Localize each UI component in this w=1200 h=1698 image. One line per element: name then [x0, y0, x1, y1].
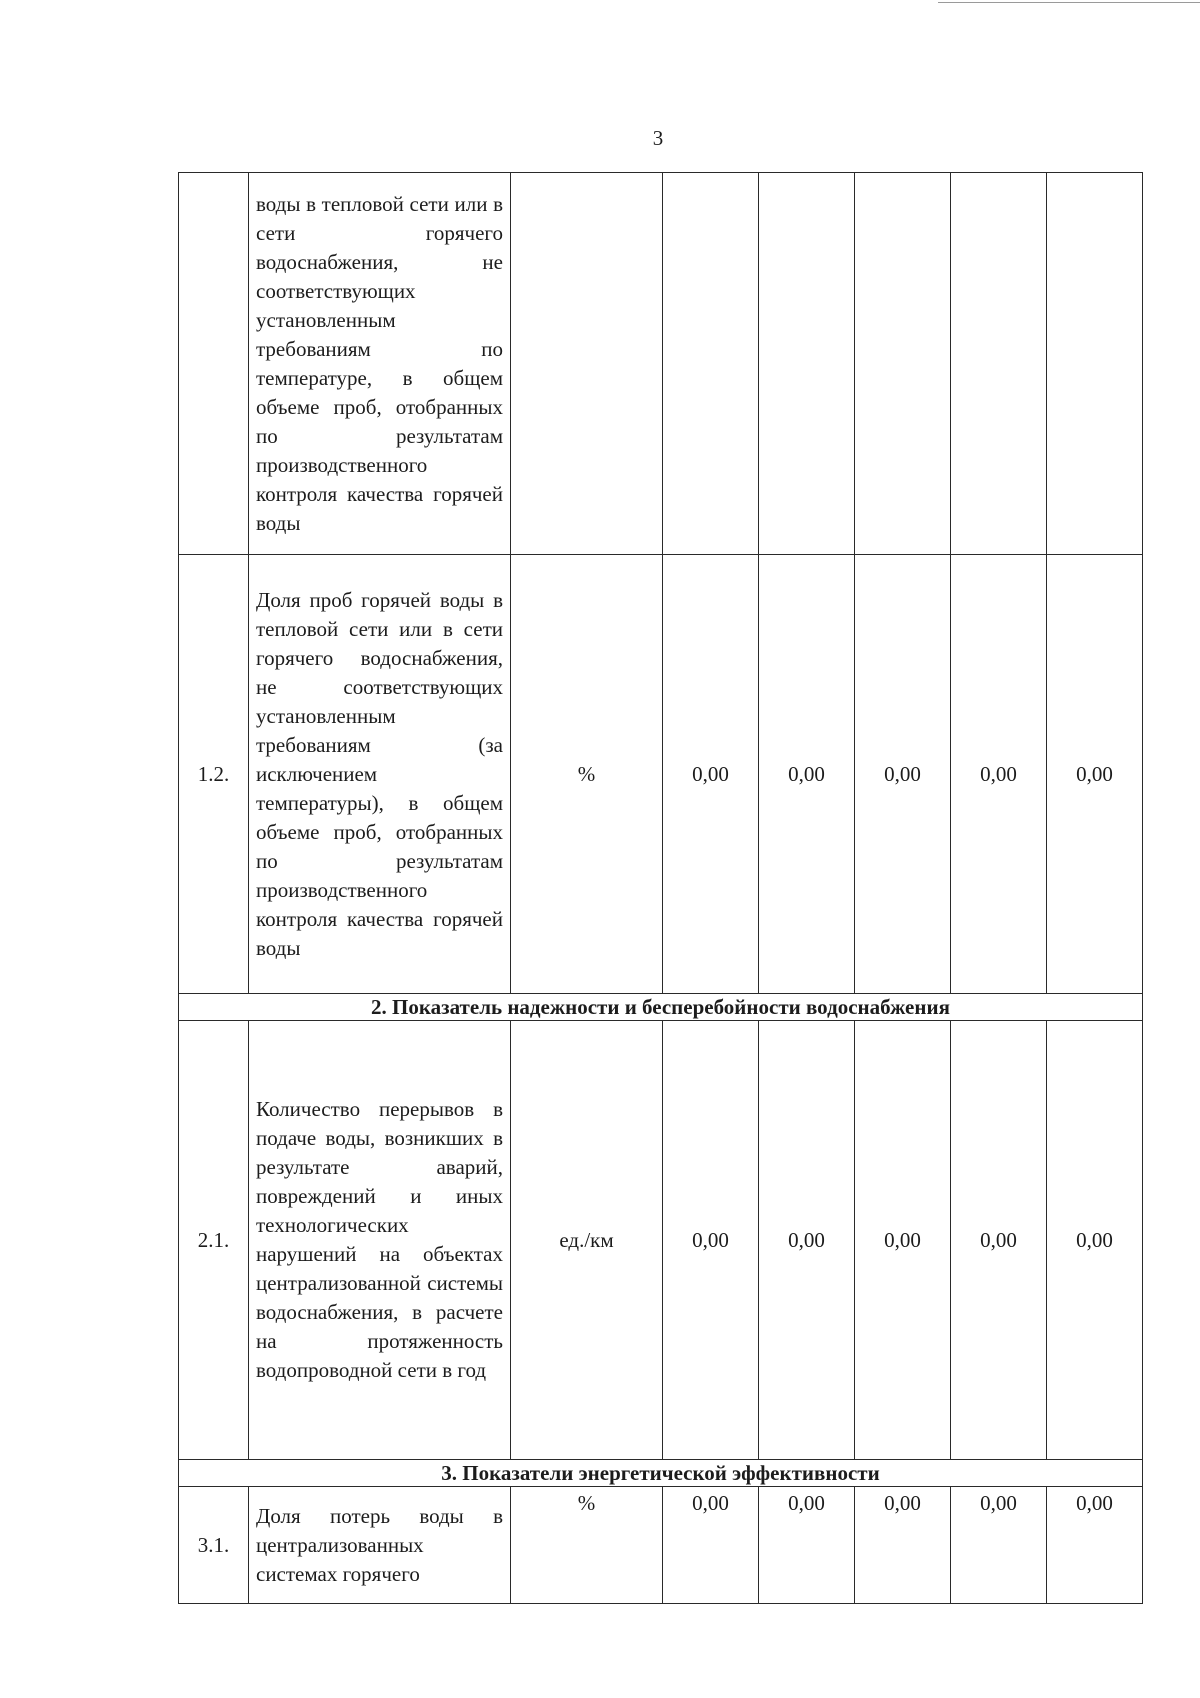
section-heading-row [179, 1460, 1143, 1487]
value-cell [951, 173, 1047, 555]
section-heading-row [179, 994, 1143, 1021]
unit-cell: % [511, 1487, 663, 1604]
value-cell: 0,00 [855, 1487, 951, 1604]
value-cell: 0,00 [1047, 1021, 1143, 1460]
table-row-1-2 [179, 555, 1143, 994]
row-number: 2.1. [179, 1021, 249, 1460]
row-number: 3.1. [179, 1487, 249, 1604]
row-number-cell [179, 173, 249, 555]
value-cell [855, 173, 951, 555]
value-cell: 0,00 [663, 1021, 759, 1460]
scan-top-rule [938, 2, 1200, 3]
unit-cell: % [511, 555, 663, 994]
section-heading: 2. Показатель надежности и бесперебойности водоснабжения [179, 994, 1143, 1021]
unit-cell: ед./км [511, 1021, 663, 1460]
row-description: воды в тепловой сети или в сети горячего водоснабжения, не соответствующих установленным требованиям по температуре, в общем объеме проб, отобранных по результатам производственного контроля качества горячей воды [249, 173, 511, 555]
value-cell: 0,00 [663, 555, 759, 994]
value-cell: 0,00 [855, 555, 951, 994]
row-number: 1.2. [179, 555, 249, 994]
value-cell: 0,00 [759, 555, 855, 994]
value-cell: 0,00 [951, 1487, 1047, 1604]
value-cell: 0,00 [759, 1487, 855, 1604]
value-cell [663, 173, 759, 555]
row-description: Доля потерь воды в централизованных системах горячего [249, 1487, 511, 1604]
value-cell: 0,00 [951, 1021, 1047, 1460]
value-cell: 0,00 [759, 1021, 855, 1460]
page-number: 3 [652, 126, 664, 150]
indicators-table [178, 172, 1143, 1604]
value-cell: 0,00 [951, 555, 1047, 994]
value-cell: 0,00 [1047, 1487, 1143, 1604]
table-row-3-1 [179, 1487, 1143, 1604]
value-cell: 0,00 [663, 1487, 759, 1604]
value-cell [1047, 173, 1143, 555]
unit-cell [511, 173, 663, 555]
value-cell: 0,00 [855, 1021, 951, 1460]
value-cell: 0,00 [1047, 555, 1143, 994]
table-row-2-1 [179, 1021, 1143, 1460]
value-cell [759, 173, 855, 555]
row-description: Доля проб горячей воды в тепловой сети или в сети горячего водоснабжения, не соответствующих установленным требованиям (за исключением температуры), в общем объеме проб, отобранных по результатам производственного контроля качества горячей воды [249, 555, 511, 994]
table-row-continuation [179, 173, 1143, 555]
section-heading: 3. Показатели энергетической эффективности [179, 1460, 1143, 1487]
row-description: Количество перерывов в подаче воды, возникших в результате аварий, повреждений и иных технологических нарушений на объектах централизованной системы водоснабжения, в расчете на протяженность водопроводной сети в год [249, 1021, 511, 1460]
